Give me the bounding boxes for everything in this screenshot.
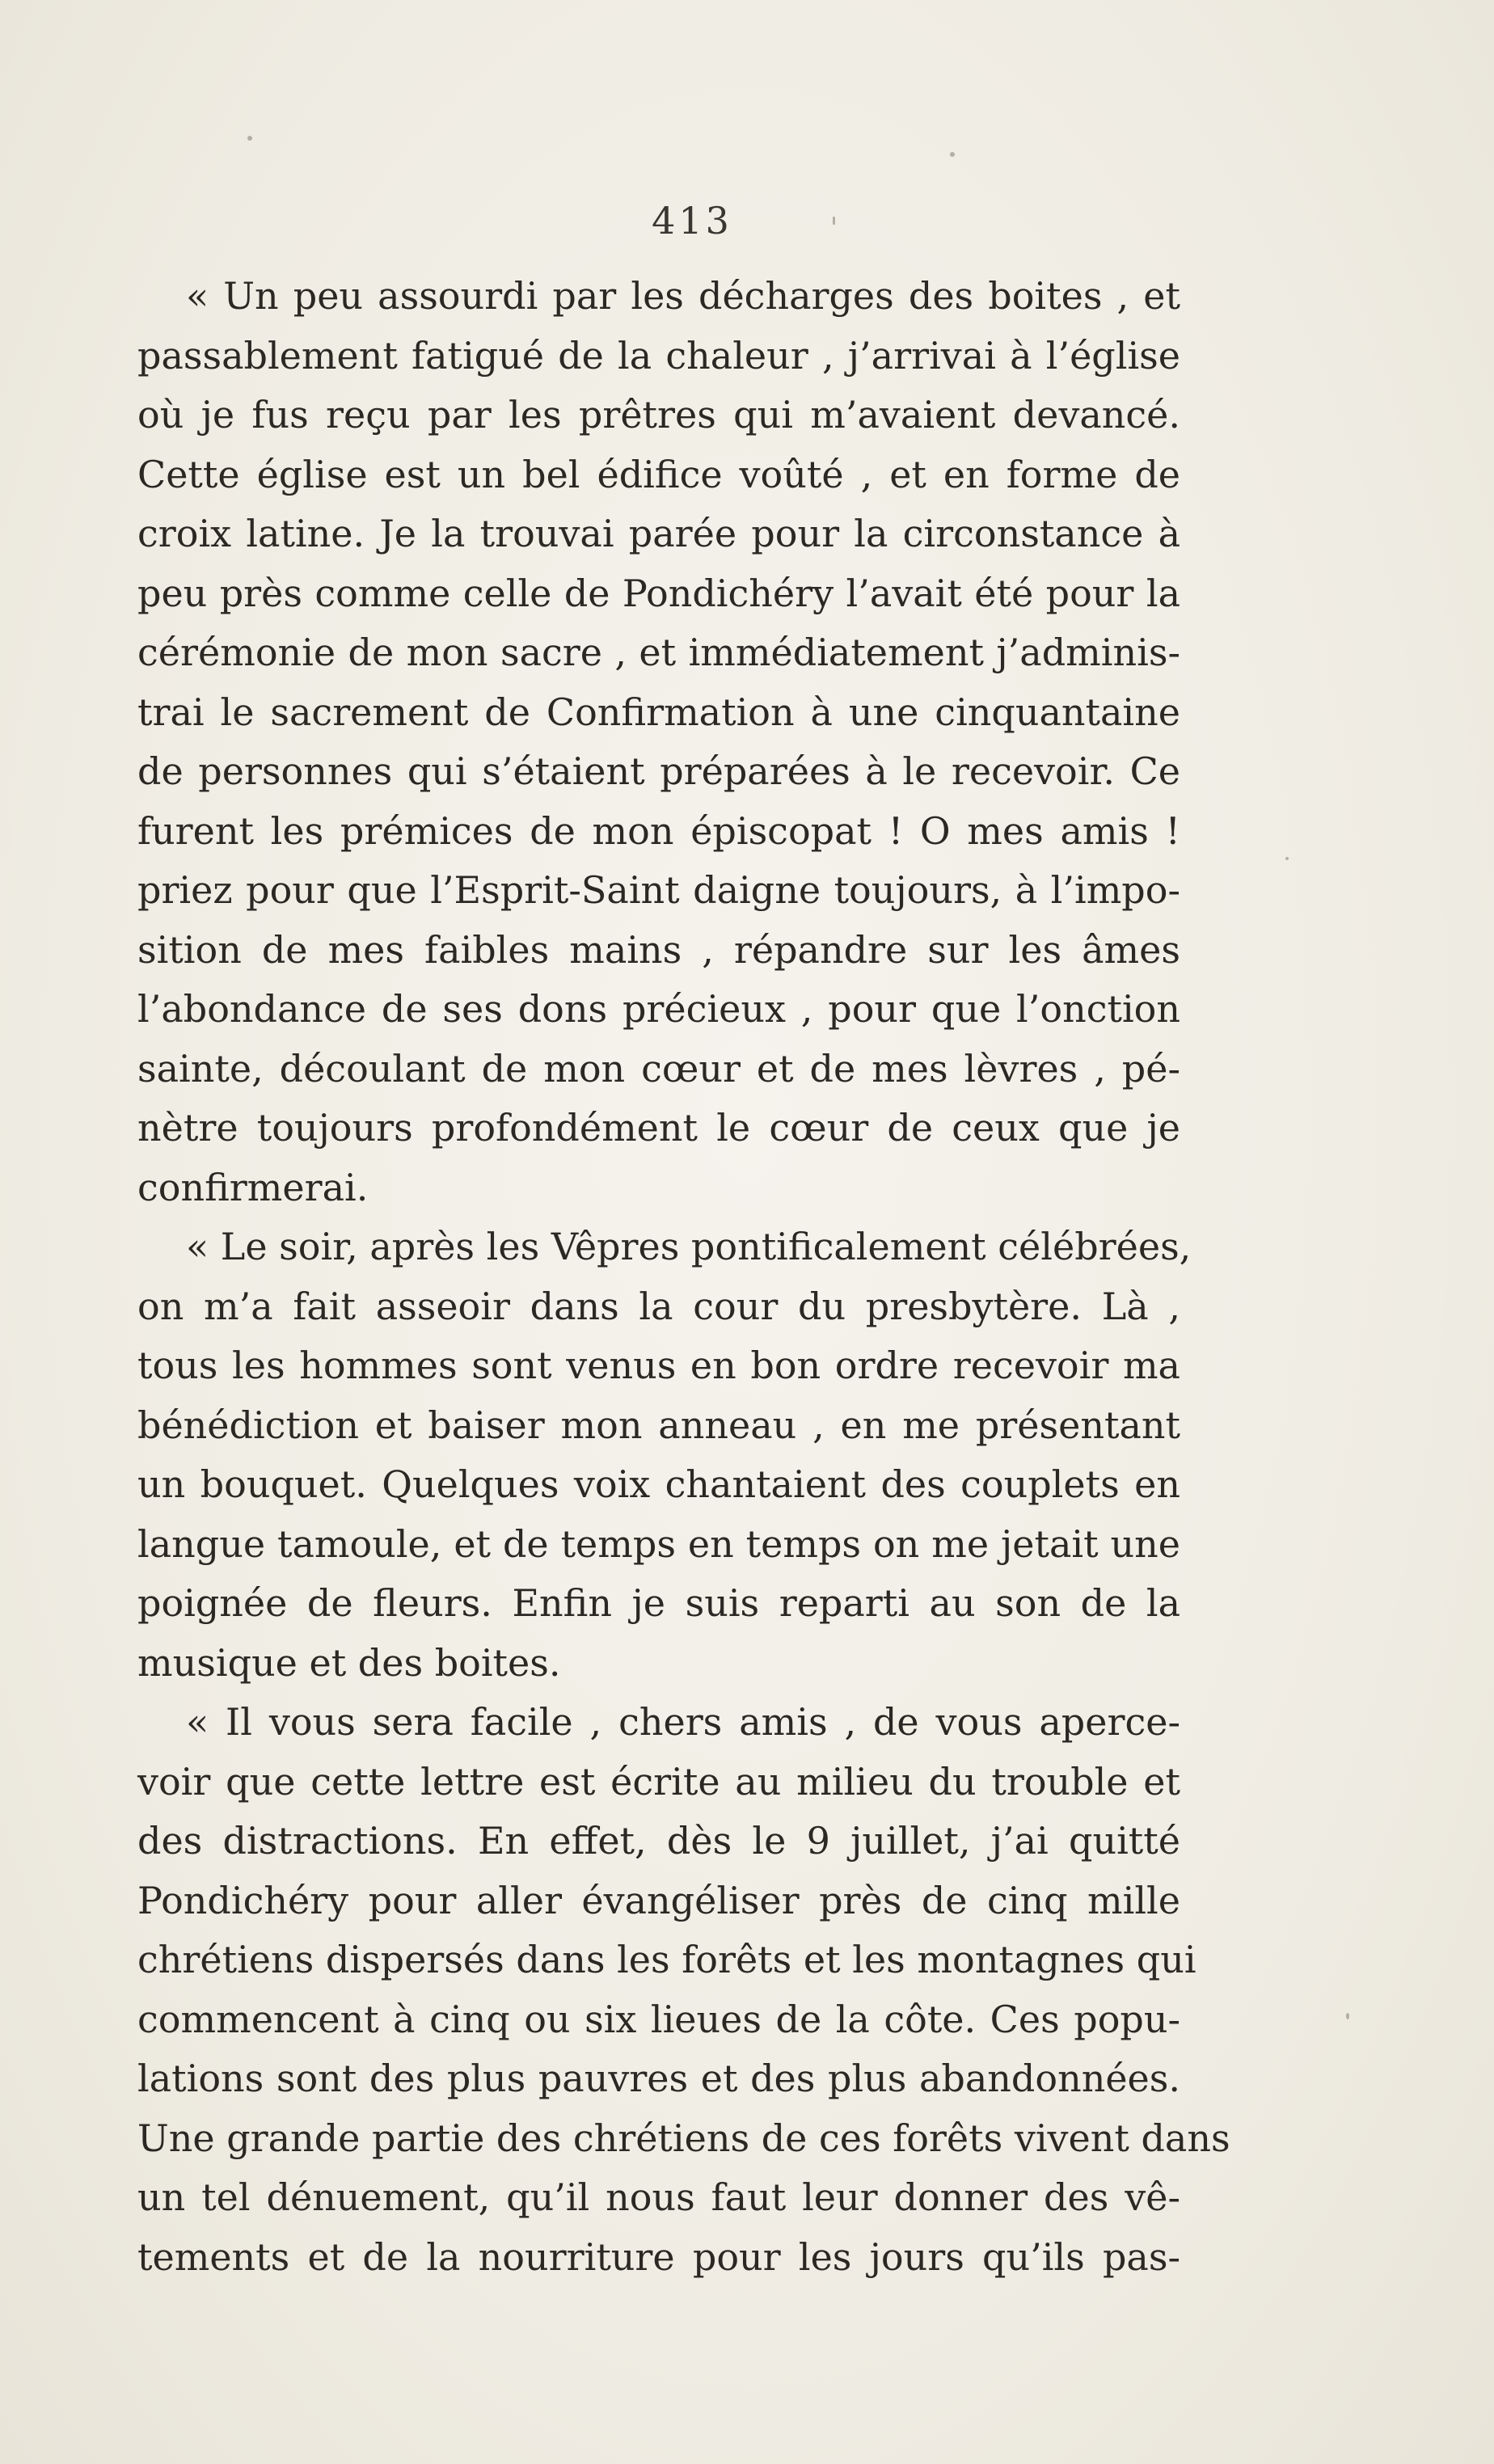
text-line: des distractions. En effet, dès le 9 juillet, j’ai quitté: [137, 1819, 1180, 1863]
paper-speck: [1285, 857, 1289, 860]
text-line: trai le sacrement de Confirmation à une cinquantaine: [137, 690, 1180, 734]
text-line: priez pour que l’Esprit-Saint daigne toujours, à l’impo-: [137, 868, 1180, 912]
text-line: Pondichéry pour aller évangéliser près de cinq mille: [137, 1878, 1180, 1922]
text-line: passablement fatigué de la chaleur , j’arrivai à l’église: [137, 333, 1180, 378]
paragraph-3: [137, 1693, 1230, 2287]
text-line: un bouquet. Quelques voix chantaient des couplets en: [137, 1462, 1180, 1506]
text-line: musique et des boites.: [137, 1640, 561, 1685]
text-line: un tel dénuement, qu’il nous faut leur donner des vê-: [137, 2175, 1180, 2219]
text-line: poignée de fleurs. Enfin je suis reparti au son de la: [137, 1581, 1180, 1625]
paragraph-2: [137, 1217, 1192, 1693]
text-line: cérémonie de mon sacre , et immédiatement j’adminis-: [137, 631, 1180, 674]
text-line: lations sont des plus pauvres et des plus abandonnées.: [137, 2057, 1180, 2100]
text-line: bénédiction et baiser mon anneau , en me présentant: [137, 1403, 1180, 1447]
text-line: chrétiens dispersés dans les forêts et les montagnes qui: [137, 1938, 1196, 1981]
text-line: commencent à cinq ou six lieues de la côte. Ces popu-: [137, 1997, 1180, 2041]
paper-speck: [950, 152, 955, 157]
text-line: « Un peu assourdi par les décharges des boites , et: [186, 274, 1180, 318]
text-line: confirmerai.: [137, 1165, 369, 1209]
body-text: [137, 267, 1230, 2287]
text-line: sition de mes faibles mains , répandre sur les âmes: [137, 927, 1180, 972]
paper-speck: [1346, 2013, 1349, 2019]
text-line: Une grande partie des chrétiens de ces forêts vivent dans: [137, 2116, 1230, 2160]
paper-speck: [247, 136, 252, 141]
text-line: Cette église est un bel édifice voûté , et en forme de: [137, 452, 1180, 496]
text-line: croix latine. Je la trouvai parée pour la circonstance à: [137, 512, 1180, 555]
text-line: « Il vous sera facile , chers amis , de vous aperce-: [186, 1700, 1180, 1744]
text-line: tements et de la nourriture pour les jours qu’ils pas-: [137, 2234, 1180, 2279]
text-line: de personnes qui s’étaient préparées à le recevoir. Ce: [137, 749, 1180, 793]
text-line: nètre toujours profondément le cœur de ceux que je: [137, 1106, 1180, 1150]
text-line: on m’a fait asseoir dans la cour du presbytère. Là ,: [137, 1284, 1180, 1328]
text-line: où je fus reçu par les prêtres qui m’avaient devancé.: [137, 393, 1180, 437]
text-line: l’abondance de ses dons précieux , pour que l’onction: [137, 987, 1180, 1031]
paragraph-1: [137, 267, 1180, 1217]
page-number: 413: [652, 199, 732, 243]
text-line: tous les hommes sont venus en bon ordre recevoir ma: [137, 1344, 1180, 1387]
text-line: « Le soir, après les Vêpres pontificalement célébrées,: [186, 1225, 1192, 1268]
text-line: sainte, découlant de mon cœur et de mes lèvres , pé-: [137, 1046, 1180, 1091]
text-line: peu près comme celle de Pondichéry l’avait été pour la: [137, 571, 1180, 615]
text-line: langue tamoule, et de temps en temps on me jetait une: [137, 1521, 1180, 1566]
text-line: voir que cette lettre est écrite au milieu du trouble et: [137, 1759, 1180, 1804]
text-line: furent les prémices de mon épiscopat ! O mes amis !: [137, 808, 1180, 853]
